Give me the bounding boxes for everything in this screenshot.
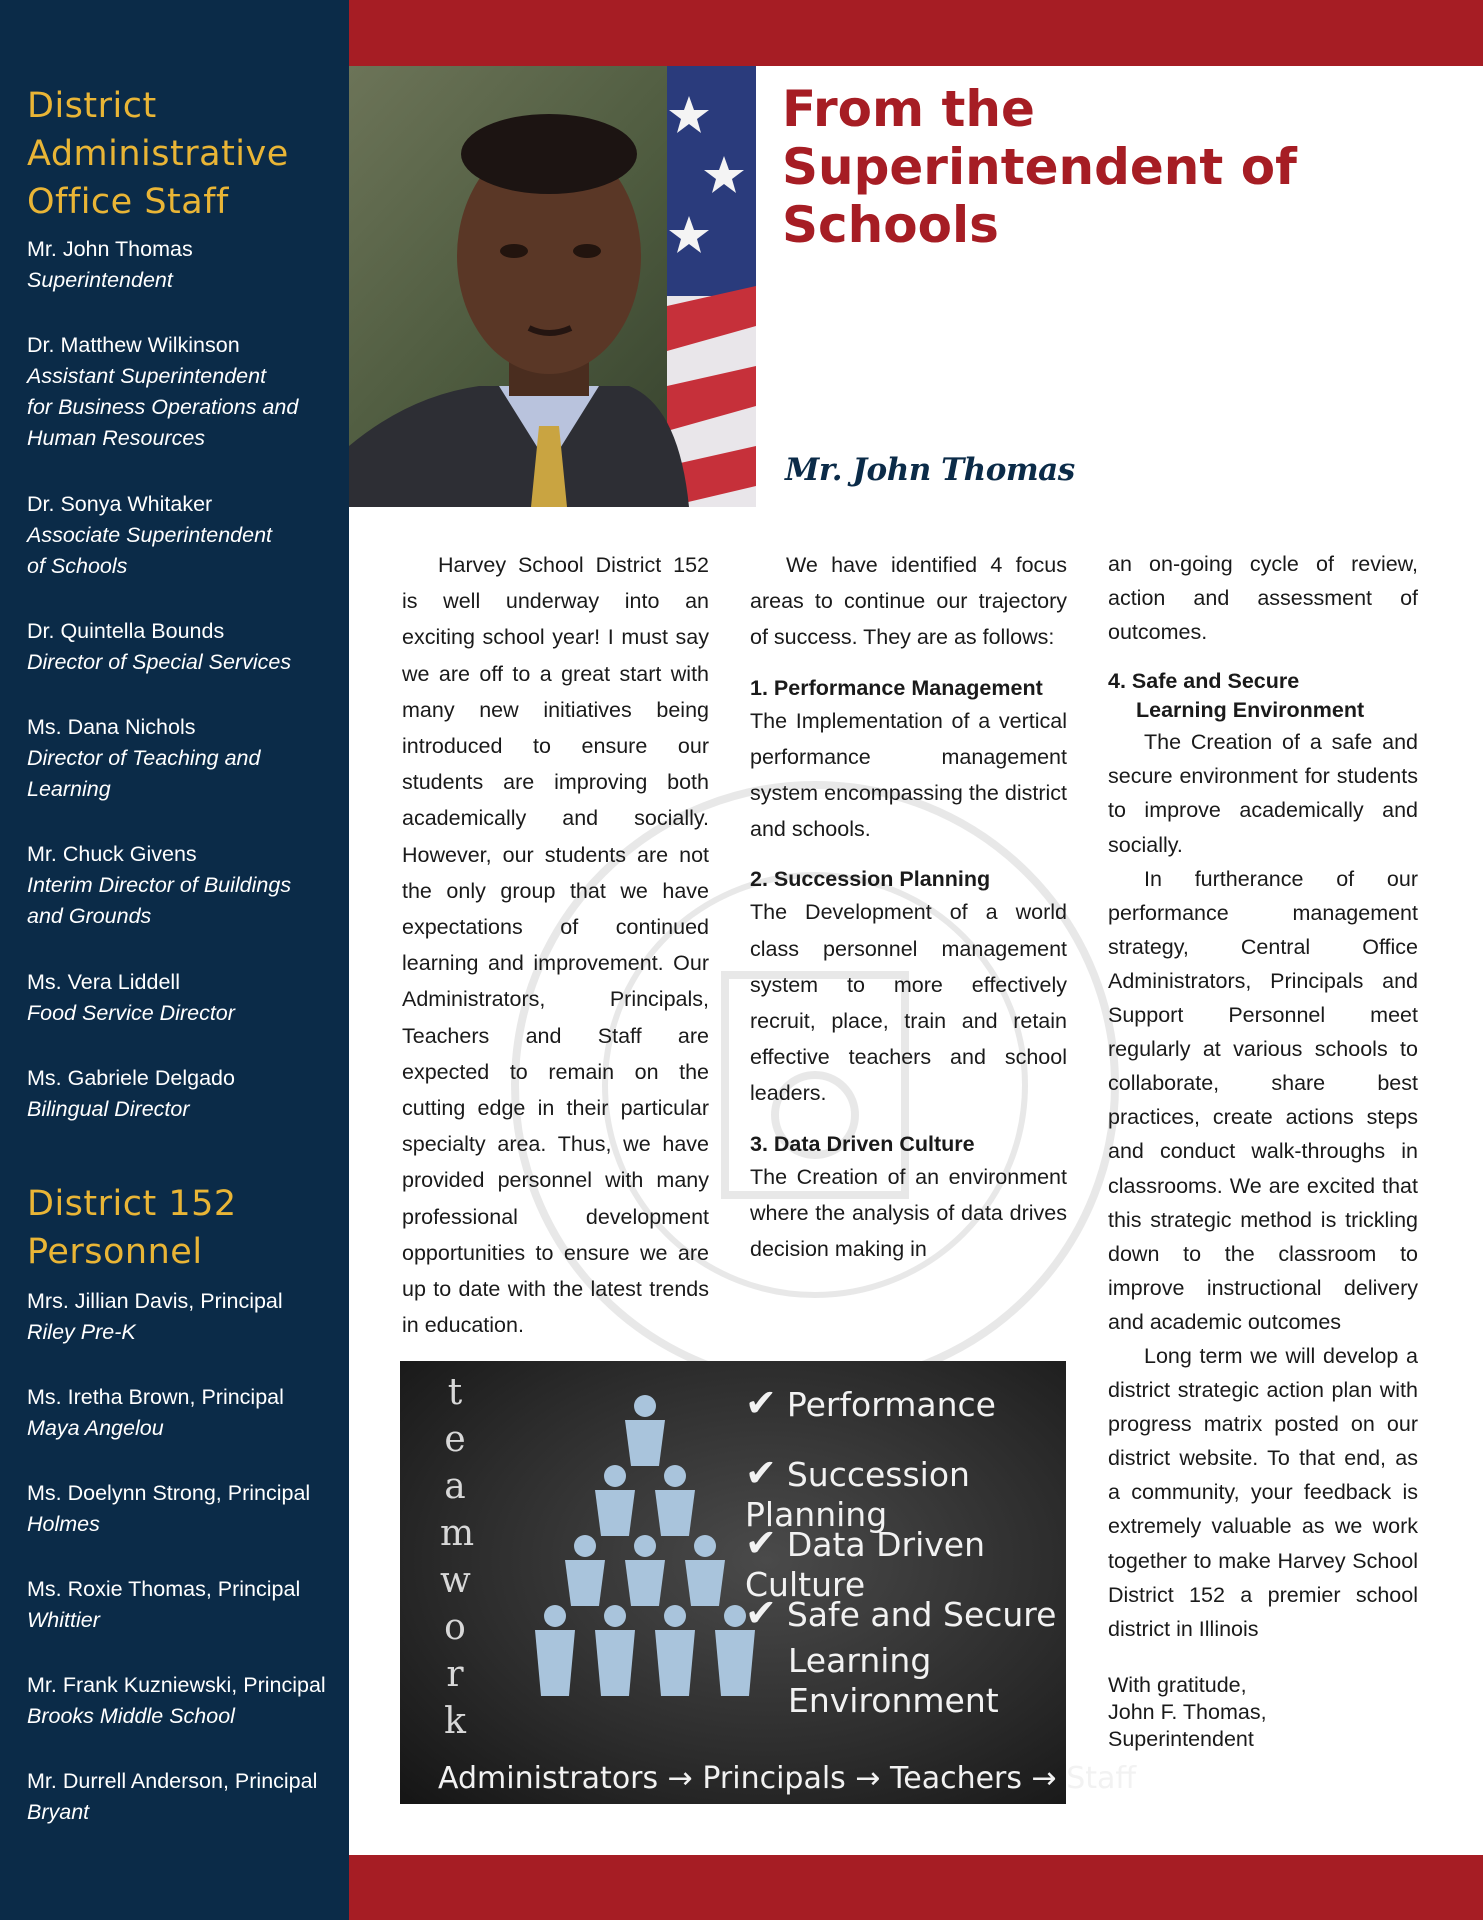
article-column-2 — [750, 547, 1067, 1267]
checklist-item — [745, 1383, 996, 1425]
page-title — [782, 80, 1483, 254]
human-pyramid-icon — [530, 1396, 760, 1716]
title-line-2: Superintendent of Schools — [782, 138, 1297, 254]
staff-role: Bilingual Director — [27, 1097, 190, 1121]
principal-entry — [27, 1670, 342, 1732]
principal-entry — [27, 1286, 342, 1348]
admin-staff-heading: District Administrative Office Staff — [27, 86, 289, 222]
letter: k — [444, 1701, 466, 1742]
letter: m — [440, 1513, 475, 1554]
staff-role: Interim Director of Buildings and Grounds — [27, 873, 292, 928]
top-band — [349, 0, 1483, 66]
check-icon: ✔ — [745, 1591, 777, 1635]
principal-name: Ms. Doelynn Strong, Principal — [27, 1481, 311, 1505]
closing-title: Superintendent — [1108, 1726, 1254, 1751]
letter: a — [444, 1466, 466, 1507]
teamwork-chalkboard-image — [400, 1361, 1137, 1804]
body-paragraph: In furtherance of our performance management strategy, Central Office Administrators, Principals and Support Personnel meet regularly at various schools to collaborate, share best practices, create actions steps and conduct walk-throughs in classrooms. We are excited that this strategic method is trickling down to the classroom to improve instructional delivery and academic outcomes — [1108, 866, 1418, 1334]
closing-salutation: With gratitude, — [1108, 1672, 1247, 1697]
letter: t — [447, 1372, 463, 1413]
article-column-1 — [402, 547, 709, 1343]
staff-entry — [27, 967, 342, 1029]
school-name: Brooks Middle School — [27, 1704, 235, 1728]
section-text: The Creation of an environment where the analysis of data drives decision making in — [750, 1164, 1067, 1262]
staff-name: Ms. Vera Liddell — [27, 970, 180, 994]
staff-entry — [27, 616, 342, 678]
school-name: Maya Angelou — [27, 1416, 164, 1440]
personnel-heading: District 152 Personnel — [27, 1184, 237, 1272]
principal-name: Mrs. Jillian Davis, Principal — [27, 1289, 283, 1313]
staff-role: Superintendent — [27, 268, 173, 292]
school-name: Riley Pre-K — [27, 1320, 136, 1344]
staff-role: Director of Special Services — [27, 650, 292, 674]
principal-name: Mr. Durrell Anderson, Principal — [27, 1769, 318, 1793]
intro-paragraph: Harvey School District 152 is well underway into an exciting school year! I must say we are off to a great start with many new initiatives being introduced to ensure our students are improving both academically and socially. However, our students are not the only group that we have expectations of continued learning and improvement. Our Administrators, Principals, Teachers and Staff are expected to remain on the cutting edge in their particular specialty area. Thus, we have provided personnel with many professional development opportunities to ensure we are up to date with the latest trends in education. — [402, 553, 709, 1338]
body-paragraph: Long term we will develop a district strategic action plan with progress matrix posted on our district website. To that end, as a community, your feedback is extremely valuable as we work together to make Harvey School District 152 a premier school district in Illinois — [1108, 1343, 1418, 1641]
staff-entry — [27, 839, 342, 932]
staff-name: Mr. John Thomas — [27, 237, 193, 261]
letter: r — [446, 1654, 464, 1695]
section-text: The Implementation of a vertical performance management system encompassing the district and schools. — [750, 708, 1067, 842]
principal-entry — [27, 1574, 342, 1636]
staff-entry — [27, 712, 342, 805]
checklist-label: Succession Planning — [745, 1455, 970, 1534]
checklist-item — [745, 1593, 1056, 1635]
letter: w — [440, 1560, 471, 1601]
staff-name: Mr. Chuck Givens — [27, 842, 197, 866]
closing-name: John F. Thomas, — [1108, 1699, 1267, 1724]
staff-name: Ms. Dana Nichols — [27, 715, 196, 739]
principal-name: Ms. Iretha Brown, Principal — [27, 1385, 284, 1409]
letter: o — [444, 1607, 466, 1648]
school-name: Whittier — [27, 1608, 100, 1632]
principal-entry — [27, 1766, 342, 1828]
staff-name: Dr. Sonya Whitaker — [27, 492, 213, 516]
check-icon: ✔ — [745, 1451, 777, 1495]
superintendent-photo — [349, 66, 756, 507]
letter: e — [444, 1419, 466, 1460]
staff-role: Food Service Director — [27, 1001, 235, 1025]
principal-name: Mr. Frank Kuzniewski, Principal — [27, 1673, 326, 1697]
school-name: Holmes — [27, 1512, 100, 1536]
signature: Mr. John Thomas — [785, 452, 1075, 488]
school-name: Bryant — [27, 1800, 90, 1824]
staff-entry — [27, 234, 342, 296]
staff-name: Dr. Quintella Bounds — [27, 619, 225, 643]
section-text-continued: an on-going cycle of review, action and assessment of outcomes. — [1108, 552, 1418, 645]
section-heading: 3. Data Driven Culture — [750, 1131, 975, 1156]
section-heading: 4. Safe and Secure — [1108, 669, 1300, 694]
staff-role: Associate Superintendent of Schools — [27, 523, 273, 578]
check-icon: ✔ — [745, 1381, 777, 1425]
checklist-label: Data Driven Culture — [745, 1525, 986, 1604]
principal-name: Ms. Roxie Thomas, Principal — [27, 1577, 301, 1601]
bottom-band — [349, 1855, 1483, 1920]
staff-entry — [27, 489, 342, 582]
checklist-item-continued: Learning Environment — [788, 1641, 999, 1720]
staff-role: Assistant Superintendent for Business Operations and Human Resources — [27, 364, 299, 450]
staff-name: Ms. Gabriele Delgado — [27, 1066, 235, 1090]
section-heading: 2. Succession Planning — [750, 867, 991, 892]
staff-name: Dr. Matthew Wilkinson — [27, 333, 240, 357]
staff-entry — [27, 1063, 342, 1125]
teamwork-vertical-word — [440, 1369, 475, 1745]
staff-entry — [27, 330, 342, 454]
principal-entry — [27, 1382, 342, 1444]
principal-entry — [27, 1478, 342, 1540]
article-column-3 — [1108, 547, 1418, 1753]
check-icon: ✔ — [745, 1521, 777, 1565]
section-heading-line-2: Learning Environment — [1136, 698, 1365, 723]
title-line-1: From the — [782, 80, 1035, 138]
checklist-label: Safe and Secure — [786, 1595, 1057, 1634]
section-heading: 1. Performance Management — [750, 675, 1043, 700]
staff-role: Director of Teaching and Learning — [27, 746, 261, 801]
checklist-label: Performance — [786, 1385, 996, 1424]
focus-intro: We have identified 4 focus areas to continue our trajectory of success. They are as follows: — [750, 553, 1067, 650]
closing — [1108, 1672, 1418, 1753]
section-text: The Development of a world class personnel management system to more effectively recruit, place, train and retain effective teachers and school leaders. — [750, 900, 1067, 1106]
sidebar — [0, 0, 349, 1920]
hierarchy-line: Administrators → Principals → Teachers → Staff — [438, 1761, 1137, 1796]
section-text: The Creation of a safe and secure environment for students to improve academically and socially. — [1108, 730, 1418, 857]
